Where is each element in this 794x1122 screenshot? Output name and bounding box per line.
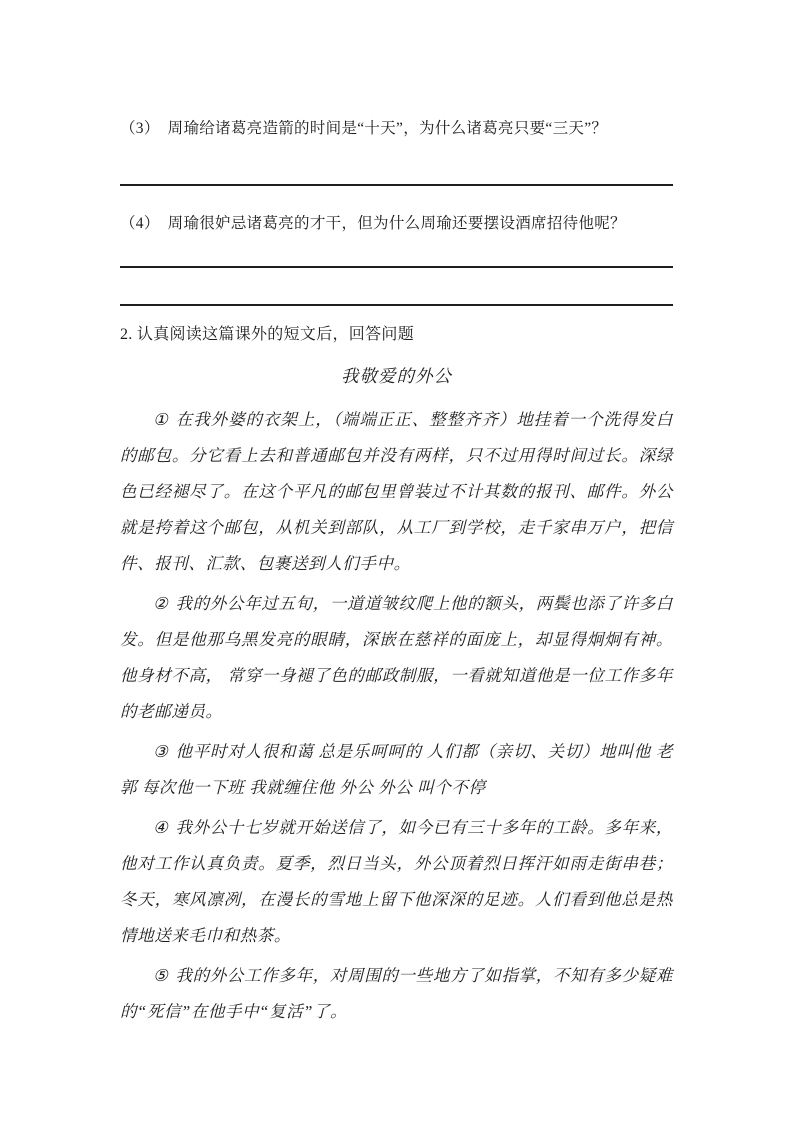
question-4-text: 周瑜很妒忌诸葛亮的才干，但为什么周瑜还要摆设酒席招待他呢？ bbox=[167, 215, 626, 232]
answer-line-1 bbox=[120, 184, 673, 186]
paragraph-3-text: 他平时对人很和蔼 总是乐呵呵的 人们都（亲切、关切）地叫他 老郭 每次他一下班 我就缠住他 外公 外公 叫个不停 bbox=[120, 742, 673, 797]
paragraph-1-number: ① bbox=[153, 410, 169, 429]
paragraph-2-text: 我的外公年过五旬，一道道皱纹爬上他的额头，两鬓也添了许多白发。但是他那乌黑发亮的眼睛，深嵌在慈祥的面庞上，却显得炯炯有神。他身材不高， 常穿一身褪了色的邮政制服，一看就知道他是一位工作多年的老邮递员。 bbox=[120, 594, 673, 721]
paragraph-5-number: ⑤ bbox=[153, 966, 169, 985]
question-3-label: （3） bbox=[120, 120, 160, 137]
section-2-heading: 2. 认真阅读这篇课外的短文后，回答问题 bbox=[120, 326, 415, 343]
paragraph-5-text: 我的外公工作多年，对周围的一些地方了如指掌，不知有多少疑难的“死信”在他手中“复活”了。 bbox=[120, 966, 673, 1021]
paragraph-3-number: ③ bbox=[153, 742, 169, 761]
paragraph-4-number: ④ bbox=[153, 818, 169, 837]
paragraph-1-text: 在我外婆的衣架上，（端端正正、整整齐齐）地挂着一个洗得发白的邮包。分它看上去和普通邮包并没有两样，只不过用得时间过长。深绿色已经褪尽了。在这个平凡的邮包里曾装过不计其数的报刊、邮件。外公就是挎着这个邮包，从机关到部队，从工厂到学校，走千家串万户，把信件、报刊、汇款、包裹送到人们手中。 bbox=[120, 410, 673, 573]
passage-title: 我敬爱的外公 bbox=[341, 366, 452, 386]
passage-paragraph-3 bbox=[120, 734, 673, 806]
question-3-text: 周瑜给诸葛亮造箭的时间是“十天”，为什么诸葛亮只要“三天”？ bbox=[167, 120, 608, 137]
answer-line-2 bbox=[120, 266, 673, 268]
answer-line-3 bbox=[120, 304, 673, 306]
paragraph-2-number: ② bbox=[153, 594, 169, 613]
question-3 bbox=[120, 118, 673, 140]
passage-paragraph-4 bbox=[120, 810, 673, 954]
passage-paragraph-2 bbox=[120, 586, 673, 730]
paragraph-4-text: 我外公十七岁就开始送信了，如今已有三十多年的工龄。多年来，他对工作认真负责。夏季，烈日当头，外公顶着烈日挥汗如雨走街串巷；冬天，寒风凛冽，在漫长的雪地上留下他深深的足迹。人们看到他总是热情地送来毛巾和热茶。 bbox=[120, 818, 673, 945]
question-4 bbox=[120, 213, 673, 235]
question-4-label: （4） bbox=[120, 215, 160, 232]
passage-paragraph-1 bbox=[120, 402, 673, 582]
passage-paragraph-5 bbox=[120, 958, 673, 1030]
